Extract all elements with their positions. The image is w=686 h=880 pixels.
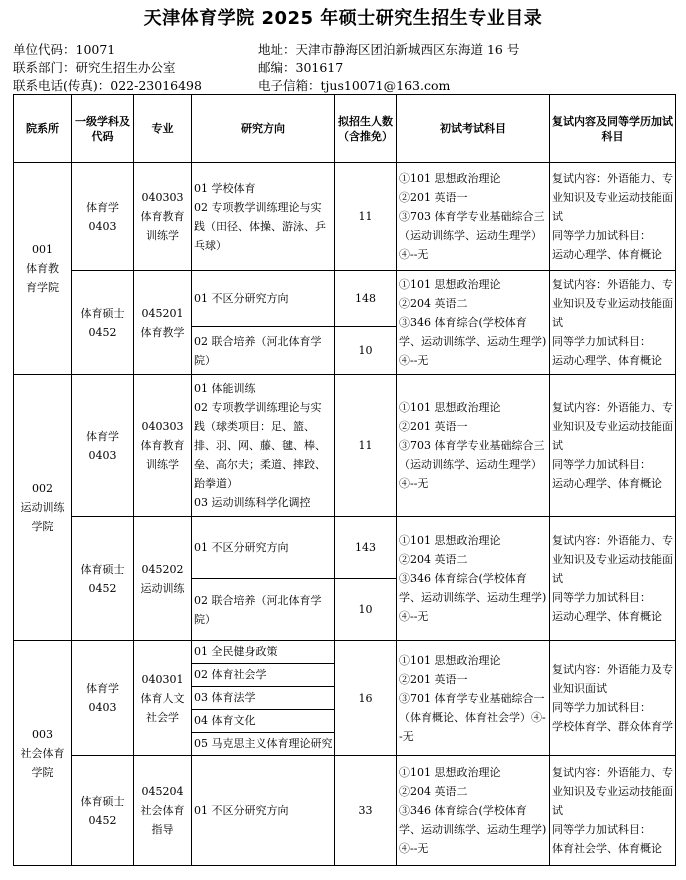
quota-cell: 148 [335, 271, 397, 327]
table-row [14, 517, 676, 579]
major-cell: 045204 社会体育 指导 [134, 756, 192, 866]
header-school: 院系所 [14, 95, 72, 163]
quota-cell: 11 [335, 375, 397, 517]
retest-cell: 复试内容：外语能力、专业知识及专业运动技能面试 同等学力加试科目： 运动心理学、体育概论 [550, 271, 676, 375]
contact-phone: 联系电话(传真)：022-23016498 [13, 78, 202, 93]
major-cell: 045201 体育教学 [134, 271, 192, 375]
retest-cell: 复试内容：外语能力、专业知识及专业运动技能面试 同等学力加试科目： 运动心理学、体育概论 [550, 163, 676, 271]
direction-cell: 01 不区分研究方向 [192, 271, 335, 327]
discipline-cell: 体育硕士 0452 [72, 517, 134, 641]
major-cell: 040303 体育教育 训练学 [134, 163, 192, 271]
exam-cell: ①101 思想政治理论 ②204 英语二 ③346 体育综合(学校体育学、运动训练学、运动生理学) ④--无 [397, 517, 550, 641]
direction-item: 01 全民健身政策 [192, 641, 334, 664]
major-cell: 045202 运动训练 [134, 517, 192, 641]
quota-cell: 11 [335, 163, 397, 271]
table-row [14, 163, 676, 271]
header-quota: 拟招生人数（含推免） [335, 95, 397, 163]
header-major: 专业 [134, 95, 192, 163]
discipline-cell: 体育学 0403 [72, 375, 134, 517]
school-cell: 003 社会体育 学院 [14, 641, 72, 866]
unit-code: 单位代码：10071 [13, 42, 116, 57]
direction-item: 02 体育社会学 [192, 664, 334, 687]
retest-cell: 复试内容：外语能力及专业知识面试 同等学力加试科目： 学校体育学、群众体育学 [550, 641, 676, 756]
retest-cell: 复试内容：外语能力、专业知识及专业运动技能面试 同等学力加试科目： 体育社会学、体育概论 [550, 756, 676, 866]
header-exam: 初试考试科目 [397, 95, 550, 163]
direction-cell [192, 641, 335, 756]
header-discipline: 一级学科及代码 [72, 95, 134, 163]
exam-cell: ①101 思想政治理论 ②201 英语一 ③701 体育学专业基础综合一（体育概论、体育社会学）④--无 [397, 641, 550, 756]
quota-cell: 33 [335, 756, 397, 866]
retest-cell: 复试内容：外语能力、专业知识及专业运动技能面试 同等学力加试科目： 运动心理学、体育概论 [550, 375, 676, 517]
major-cell: 040303 体育教育 训练学 [134, 375, 192, 517]
direction-cell: 01 不区分研究方向 [192, 756, 335, 866]
quota-cell: 16 [335, 641, 397, 756]
table-header-row [14, 95, 676, 163]
direction-item: 03 体育法学 [192, 687, 334, 710]
quota-cell: 143 [335, 517, 397, 579]
table-row [14, 271, 676, 327]
exam-cell: ①101 思想政治理论 ②204 英语二 ③346 体育综合(学校体育学、运动训练学、运动生理学) ④--无 [397, 756, 550, 866]
exam-cell: ①101 思想政治理论 ②201 英语一 ③703 体育学专业基础综合三（运动训练学、运动生理学） ④--无 [397, 375, 550, 517]
postcode: 邮编：301617 [258, 60, 344, 75]
discipline-cell: 体育硕士 0452 [72, 271, 134, 375]
address: 地址：天津市静海区团泊新城西区东海道 16 号 [258, 42, 520, 57]
major-cell: 040301 体育人文 社会学 [134, 641, 192, 756]
header-direction: 研究方向 [192, 95, 335, 163]
quota-cell: 10 [335, 579, 397, 641]
contact-dept: 联系部门：研究生招生办公室 [13, 60, 176, 75]
direction-cell: 01 体能训练 02 专项教学训练理论与实践（球类项目：足、篮、排、羽、网、藤、毽、棒、垒、高尔夫；柔道、摔跤、跆拳道） 03 运动训练科学化调控 [192, 375, 335, 517]
school-cell: 001 体育教 育学院 [14, 163, 72, 375]
header-retest: 复试内容及同等学历加试科目 [550, 95, 676, 163]
discipline-cell: 体育学 0403 [72, 163, 134, 271]
discipline-cell: 体育硕士 0452 [72, 756, 134, 866]
discipline-cell: 体育学 0403 [72, 641, 134, 756]
direction-cell: 02 联合培养（河北体育学院） [192, 579, 335, 641]
contact-email: 电子信箱：tjus10071@163.com [258, 78, 451, 93]
direction-item: 04 体育文化 [192, 710, 334, 733]
page-title: 天津体育学院 2025 年硕士研究生招生专业目录 [143, 8, 543, 29]
retest-cell: 复试内容：外语能力、专业知识及专业运动技能面试 同等学力加试科目： 运动心理学、体育概论 [550, 517, 676, 641]
catalog-table [13, 94, 676, 866]
direction-cell: 01 学校体育 02 专项教学训练理论与实践（田径、体操、游泳、乒乓球） [192, 163, 335, 271]
table-row [14, 641, 676, 756]
table-row [14, 375, 676, 517]
exam-cell: ①101 思想政治理论 ②204 英语二 ③346 体育综合(学校体育学、运动训练学、运动生理学) ④--无 [397, 271, 550, 375]
school-cell: 002 运动训练 学院 [14, 375, 72, 641]
direction-item: 05 马克思主义体育理论研究 [194, 737, 333, 750]
table-row [14, 756, 676, 866]
quota-cell: 10 [335, 327, 397, 375]
direction-cell: 01 不区分研究方向 [192, 517, 335, 579]
direction-cell: 02 联合培养（河北体育学院） [192, 327, 335, 375]
exam-cell: ①101 思想政治理论 ②201 英语一 ③703 体育学专业基础综合三（运动训练学、运动生理学） ④--无 [397, 163, 550, 271]
